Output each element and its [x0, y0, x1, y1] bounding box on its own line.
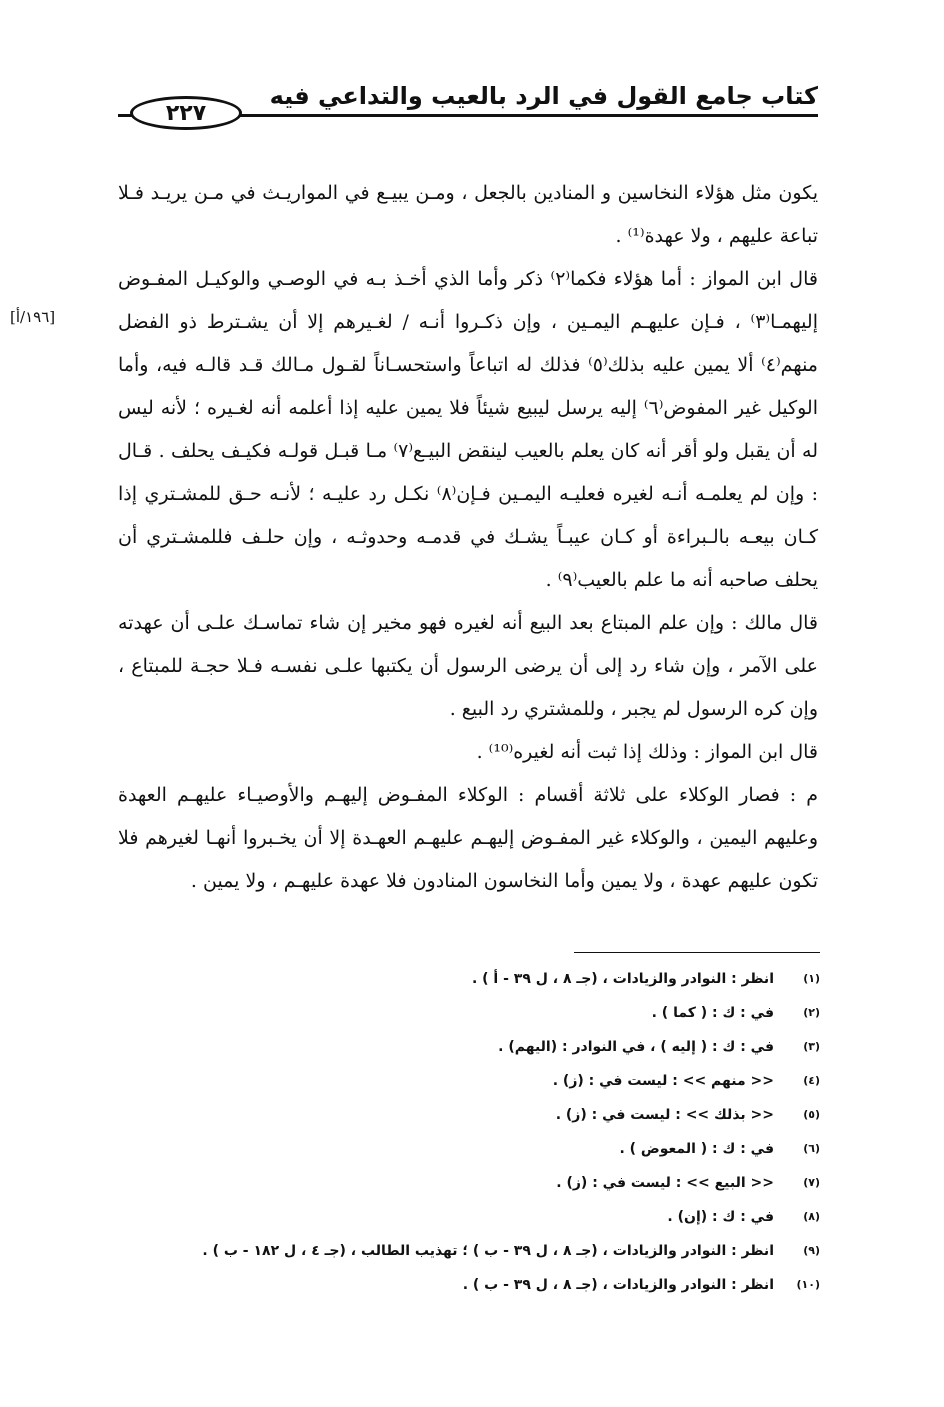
- footnote: [150, 1098, 820, 1132]
- footnote-number: (٨): [803, 1210, 820, 1223]
- page-number-badge: [130, 96, 242, 130]
- footnote-text: في : ك : (إن) .: [667, 1209, 774, 1225]
- running-title: كتاب جامع القول في الرد بالعيب والتداعي فيه: [269, 82, 818, 110]
- footnote: [150, 1064, 820, 1098]
- footnote-text: انظر : النوادر والزيادات ، (جـ ٨ ، ل ٣٩ - أ ) .: [471, 971, 774, 987]
- footnote-number: (١٠): [796, 1278, 820, 1291]
- paragraph: قال ابن المواز : أما هؤلاء فكما⁽٢⁾ ذكر وأما الذي أخـذ بـه في الوصـي والوكيـل المفـوض إليهمـا⁽٣⁾ ، فـإن عليهـم اليمـين ، وإن ذكـروا أنـه / لغـيرهم إلا أن يشـترط ذو الفضل منهم⁽٤⁾ ألا يمين عليه بذلك⁽٥⁾ فذلك له اتباعاً واستحسـاناً لقـول مـالك قـد قالـه فيه، وأما الوكيل غير المفوض⁽٦⁾ إليه يرسل ليبيع شيئاً فلا يمين عليه إذا أعلمه أنه لغـيره ؛ لأنه ليس له أن يقبل ولو أقر أنه كان يعلم بالعيب لينقض البيـع⁽٧⁾ مـا قبـل قولـه فكيـف يحلف . قـال : وإن لم يعلمـه أنـه لغيره فعليـه اليمـين فـإن⁽٨⁾ نكـل رد عليـه ؛ لأنـه حـق للمشـتري إذا كـان بيعـه بالـبراءة أو كـان عيبـاً يشـك في قدمـه وحدوثـه ، وإن حلـف فللمشـتري أن يحلف صاحبه أنه ما علم بالعيب⁽٩⁾ .: [118, 268, 819, 591]
- paragraph: قال ابن المواز : وذلك إذا ثبت أنه لغيره⁽¹⁰⁾ .: [476, 741, 818, 763]
- main-text: [118, 172, 818, 903]
- footnote-text: في : ك : ( كما ) .: [651, 1005, 774, 1021]
- footnote-text: في : ك : ( المعوض ) .: [619, 1141, 774, 1157]
- footnote-number: (١): [803, 972, 820, 985]
- footnote-text: انظر : النوادر والزيادات ، (جـ ٨ ، ل ٣٩ - ب ) .: [462, 1277, 774, 1293]
- footnote-number: (٣): [803, 1040, 820, 1053]
- footnote-text: في : ك : ( إليه ) ، في النوادر : (اليهم) .: [498, 1039, 774, 1055]
- footnote: [150, 1234, 820, 1268]
- footnote-number: (٥): [803, 1108, 820, 1121]
- manuscript-folio-reference: [١٩٦/أ]: [10, 308, 56, 326]
- page-number: ٢٢٧: [165, 100, 207, 126]
- footnotes: [150, 962, 820, 1302]
- footnote-text: انظر : النوادر والزيادات ، (جـ ٨ ، ل ٣٩ - ب ) ؛ تهذيب الطالب ، (جـ ٤ ، ل ١٨٢ - ب ) .: [202, 1243, 774, 1259]
- paragraph: م : فصار الوكلاء على ثلاثة أقسام : الوكلاء المفـوض إليهـم والأوصيـاء عليهـم العهدة وعليهم اليمين ، والوكلاء غير المفـوض إليهـم عليهـم العهـدة إلا أن يخـبروا أنهـا لغيرهم فلا تكون عليهم عهدة ، ولا يمين وأما النخاسون المنادون فلا عهدة عليهـم ، ولا يمين .: [118, 784, 818, 892]
- footnote: [150, 1030, 820, 1064]
- footnote-number: (٧): [803, 1176, 820, 1189]
- footnote-number: (٦): [803, 1142, 820, 1155]
- paragraph: يكون مثل هؤلاء النخاسين و المنادين بالجعل ، ومـن يبيـع في المواريـث في مـن يريـد فـلا تباعة عليهم ، ولا عهدة⁽¹⁾ .: [118, 182, 818, 247]
- footnote-number: (٤): [803, 1074, 820, 1087]
- footnote-text: << البيع >> : ليست في : (ز) .: [556, 1175, 774, 1191]
- footnote: [150, 962, 820, 996]
- footnote-number: (٩): [803, 1244, 820, 1257]
- footnote: [150, 1166, 820, 1200]
- footnote: [150, 1268, 820, 1302]
- footnote-text: << بذلك >> : ليست في : (ز) .: [555, 1107, 774, 1123]
- footnote-separator: [574, 952, 820, 953]
- footnote-number: (٢): [803, 1006, 820, 1019]
- footnote: [150, 1200, 820, 1234]
- page-header: [118, 78, 818, 138]
- footnote: [150, 996, 820, 1030]
- footnote-text: << منهم >> : ليست في : (ز) .: [552, 1073, 774, 1089]
- paragraph: قال مالك : وإن علم المبتاع بعد البيع أنه لغيره فهو مخير إن شاء تماسـك علـى أن عهدته على الآمر ، وإن شاء رد إلى أن يرضى الرسول أن يكتبها علـى نفسـه فـلا حجـة للمبتاع ، وإن كره الرسول لم يجبر ، وللمشتري رد البيع .: [118, 612, 818, 720]
- footnote: [150, 1132, 820, 1166]
